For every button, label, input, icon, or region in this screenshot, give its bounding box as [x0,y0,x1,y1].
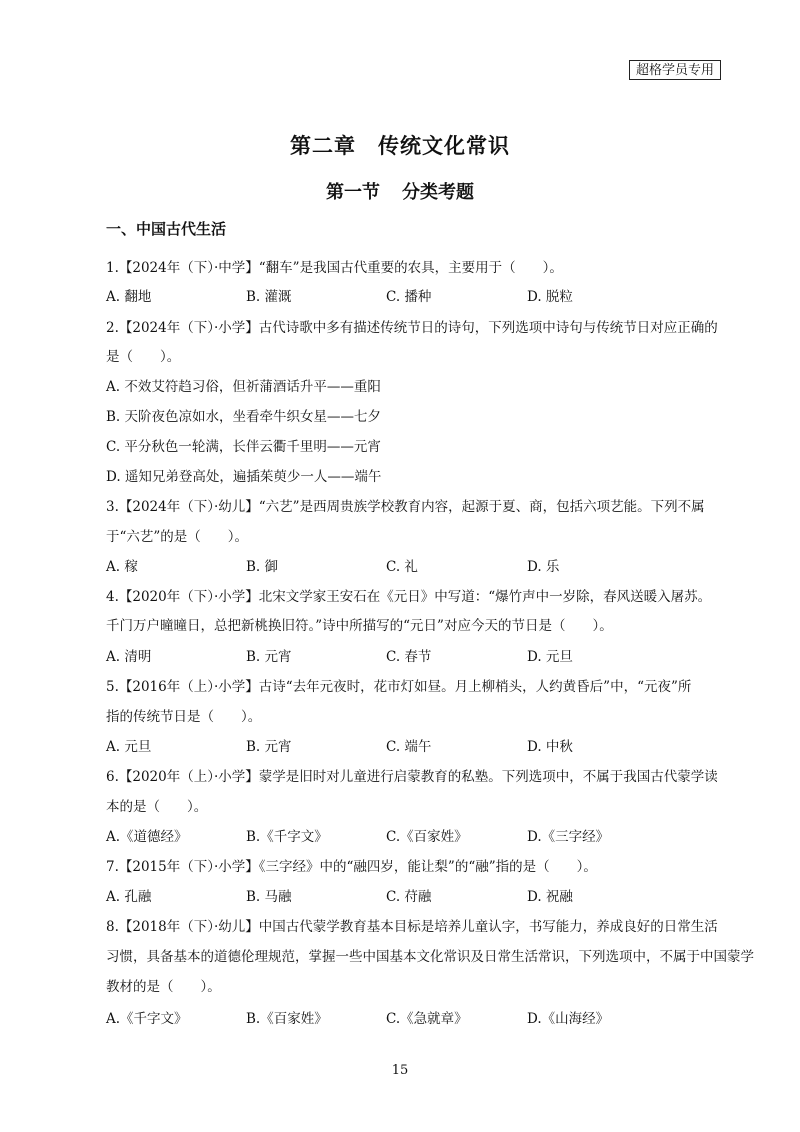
question-7-option-c: C. 苻融 [386,889,432,905]
question-2-option-a: A. 不效艾符趋习俗，但祈蒲酒话升平——重阳 [106,379,381,395]
question-5-option-a: A. 元旦 [106,739,152,755]
question-2-stem: 2.【2024年（下）·小学】古代诗歌中多有描述传统节日的诗句，下列选项中诗句与传统节日对应正确的 [106,320,718,336]
question-7-option-b: B. 马融 [246,889,292,905]
question-3-option-a: A. 稼 [106,559,138,575]
question-2-stem-cont: 是（ ）。 [106,349,181,365]
question-2-option-b: B. 天阶夜色凉如水，坐看牵牛织女星——七夕 [106,409,382,425]
question-8-stem: 8.【2018年（下）·幼儿】中国古代蒙学教育基本目标是培养儿童认字，书写能力，养成良好的日常生活 [106,919,718,935]
category-heading: 一、中国古代生活 [106,220,227,238]
question-4-option-a: A. 清明 [106,649,152,665]
question-5-option-b: B. 元宵 [246,739,292,755]
question-6-option-d: D.《三字经》 [527,829,610,845]
question-1-option-d: D. 脱粒 [527,289,573,305]
chapter-name: 传统文化常识 [378,133,510,158]
question-8-option-d: D.《山海经》 [527,1011,610,1027]
question-3-stem-cont: 于“六艺”的是（ ）。 [106,529,249,545]
question-5-option-c: C. 端午 [386,739,432,755]
chapter-title [0,130,800,160]
question-4-stem: 4.【2020年（下）·小学】北宋文学家王安石在《元日》中写道：“爆竹声中一岁除，春风送暖入屠苏。 [106,589,712,605]
question-7-stem: 7.【2015年（下）·小学】《三字经》中的“融四岁，能让梨”的“融”指的是（ ）。 [106,859,597,875]
question-5-stem: 5.【2016年（上）·小学】古诗“去年元夜时，花市灯如昼。月上柳梢头，人约黄昏后”中，“元夜”所 [106,679,692,695]
question-3-stem: 3.【2024年（下）·幼儿】“六艺”是西周贵族学校教育内容，起源于夏、商，包括六项艺能。下列不属 [106,499,705,515]
question-1-stem: 1.【2024年（下）·中学】“翻车”是我国古代重要的农具，主要用于（ ）。 [106,260,563,276]
question-6-option-b: B.《千字文》 [246,829,328,845]
question-8-option-a: A.《千字文》 [106,1011,188,1027]
question-8-option-b: B.《百家姓》 [246,1011,328,1027]
question-7-option-a: A. 孔融 [106,889,152,905]
section-name: 分类考题 [402,182,474,203]
page-number: 15 [391,1063,409,1078]
question-8-option-c: C.《急就章》 [386,1011,468,1027]
question-4-stem-cont: 千门万户曈曈日，总把新桃换旧符。”诗中所描写的“元日”对应今天的节日是（ ）。 [106,618,613,634]
question-8-stem-cont-2: 教材的是（ ）。 [106,979,221,995]
question-5-option-d: D. 中秋 [527,739,573,755]
question-3-option-d: D. 乐 [527,559,560,575]
question-4-option-b: B. 元宵 [246,649,292,665]
question-4-option-c: C. 春节 [386,649,432,665]
question-7-option-d: D. 祝融 [527,889,573,905]
badge-label: 超格学员专用 [629,60,721,80]
section-number: 第一节 [326,182,380,203]
chapter-number: 第二章 [290,133,356,158]
question-6-stem: 6.【2020年（上）·小学】蒙学是旧时对儿童进行启蒙教育的私塾。下列选项中，不属于我国古代蒙学读 [106,769,718,785]
question-6-stem-cont: 本的是（ ）。 [106,799,208,815]
question-4-option-d: D. 元旦 [527,649,573,665]
question-5-stem-cont: 指的传统节日是（ ）。 [106,709,262,725]
section-title [0,178,800,204]
question-8-stem-cont-1: 习惯，具备基本的道德伦理规范，掌握一些中国基本文化常识及日常生活常识，下列选项中，不属于中国蒙学 [106,949,754,965]
question-3-option-c: C. 礼 [386,559,418,575]
question-3-option-b: B. 御 [246,559,279,575]
question-2-option-c: C. 平分秋色一轮满，长伴云衢千里明——元宵 [106,439,381,455]
question-6-option-c: C.《百家姓》 [386,829,468,845]
question-6-option-a: A.《道德经》 [106,829,188,845]
question-1-option-c: C. 播种 [386,289,432,305]
question-1-option-b: B. 灌溉 [246,289,292,305]
question-1-option-a: A. 翻地 [106,289,152,305]
question-2-option-d: D. 遥知兄弟登高处，遍插茱萸少一人——端午 [106,469,382,485]
